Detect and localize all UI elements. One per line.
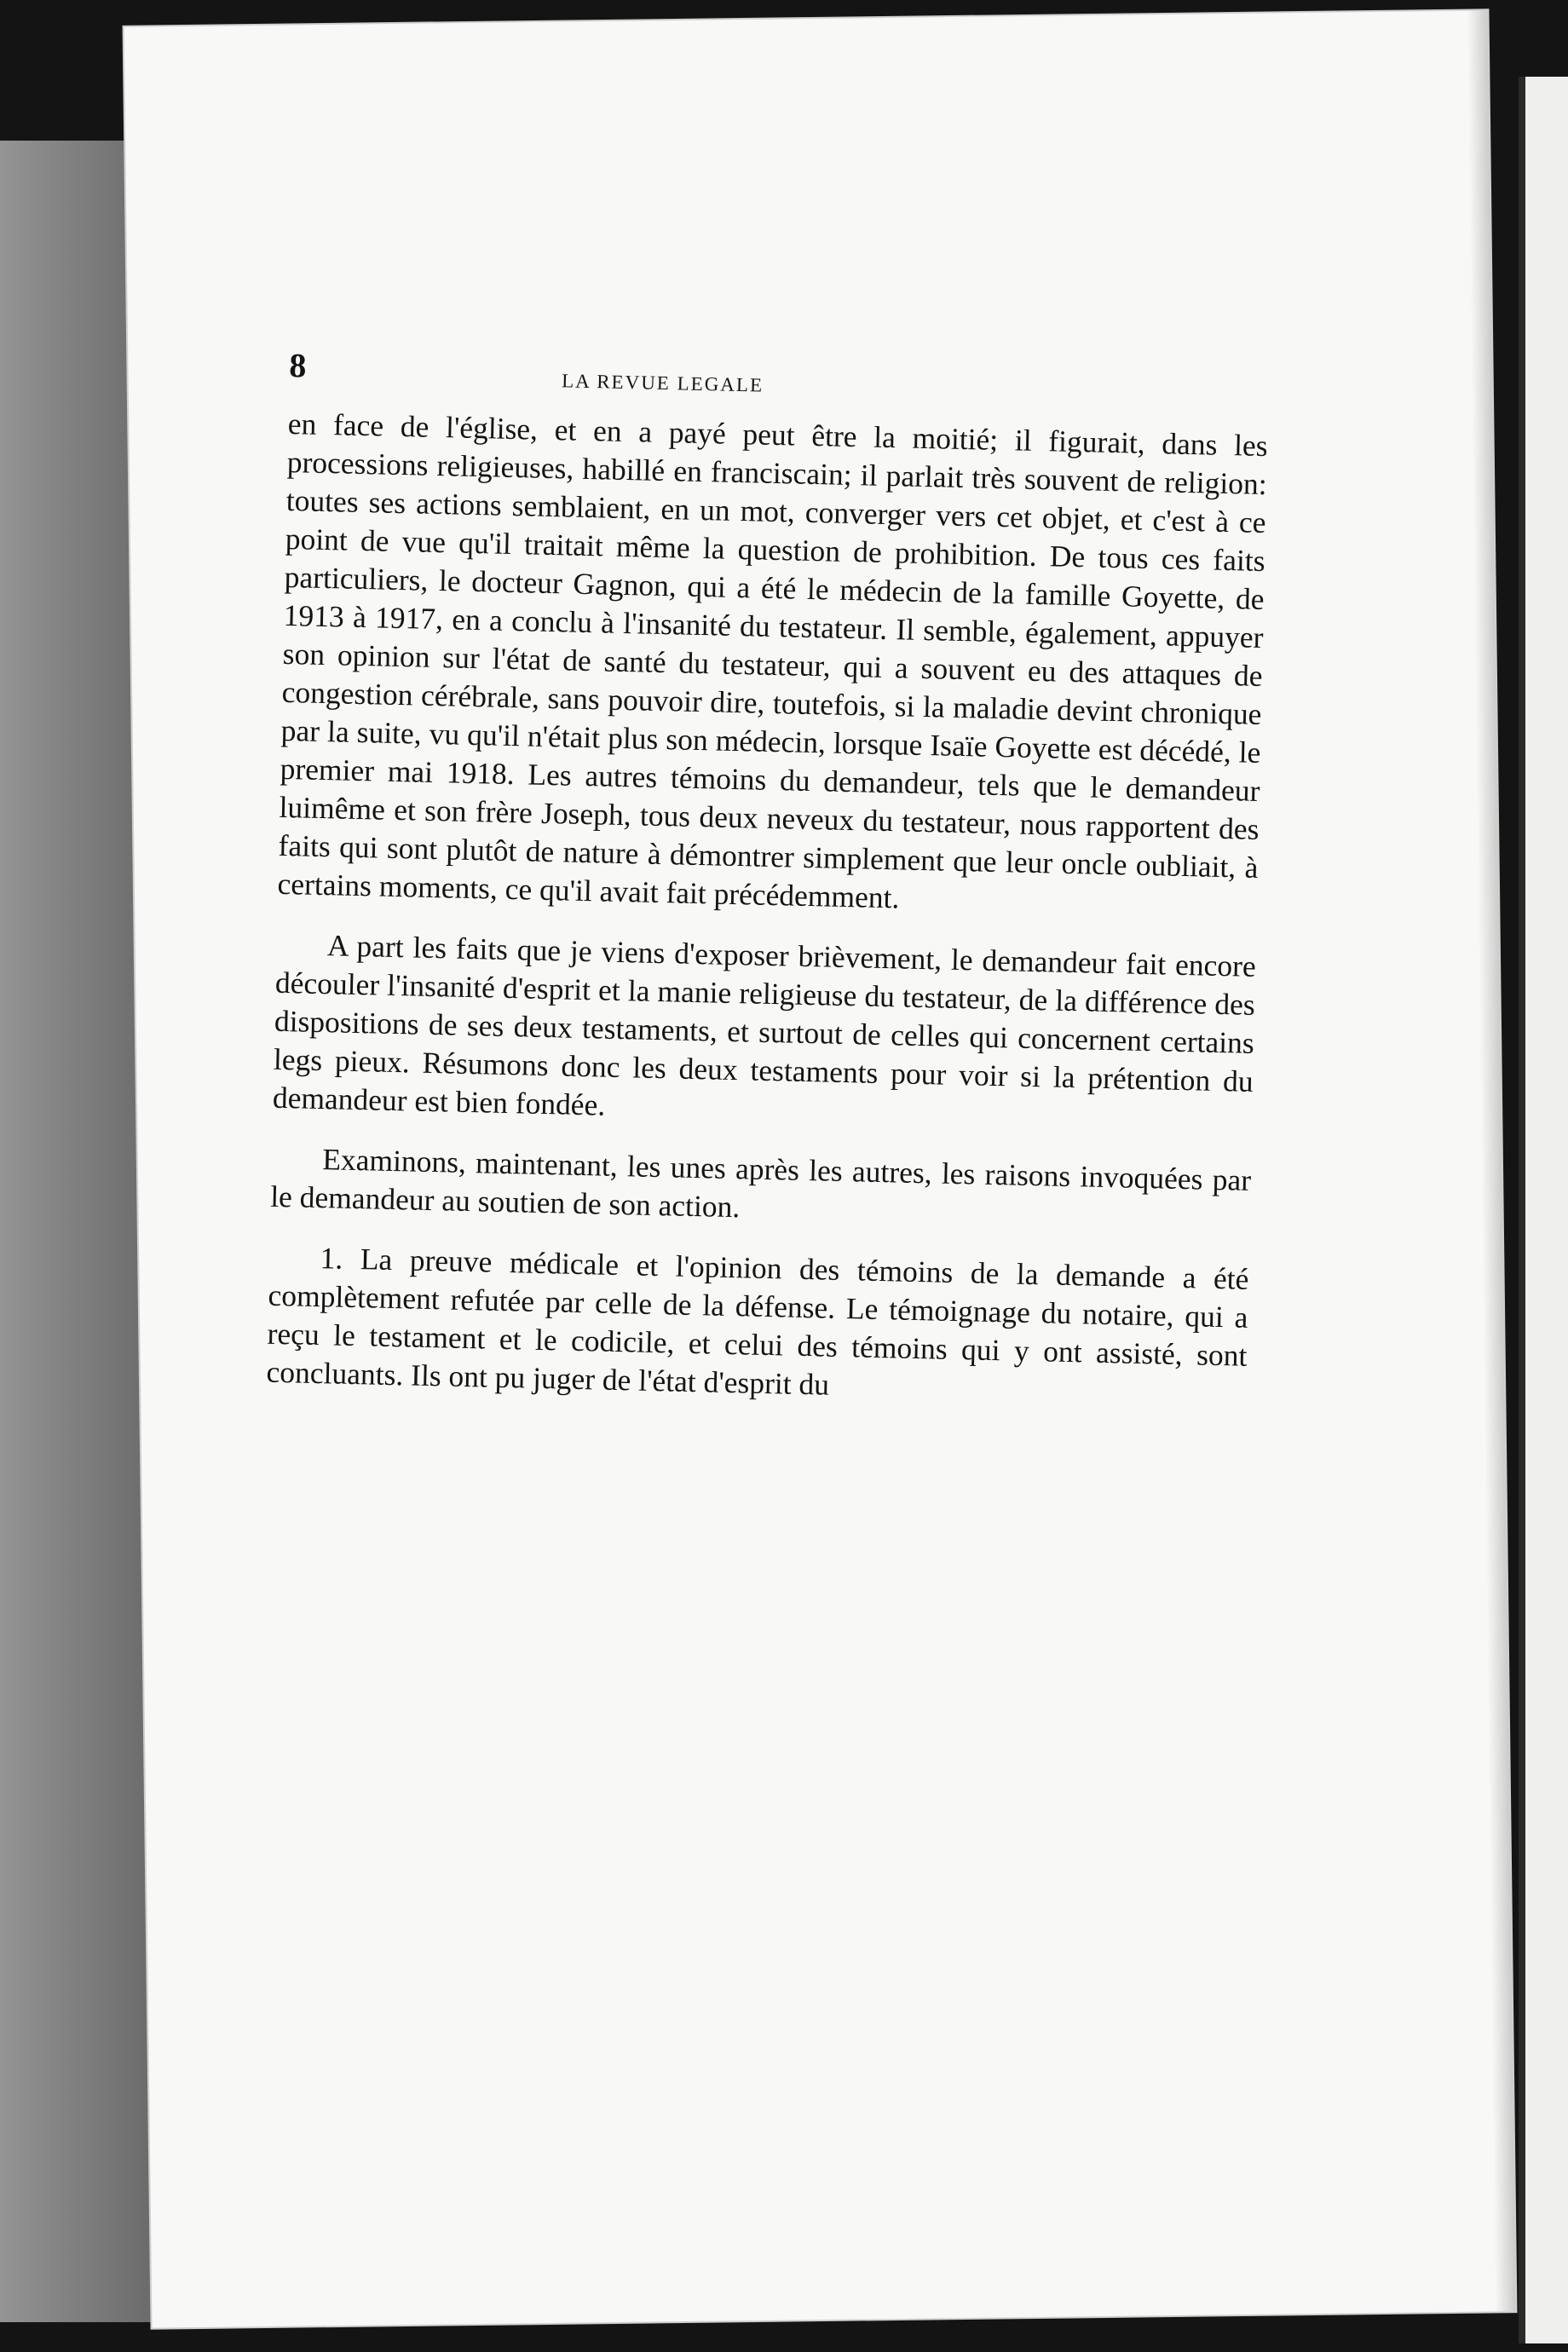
page-text-block bbox=[266, 345, 1270, 1436]
adjacent-page bbox=[1525, 77, 1568, 2343]
paragraph-continuation: en face de l'église, et en a payé peut être la moitié; il figurait, dans les processions religieuses, habillé en franciscain; il parlait très souvent de religion: toutes ses actions semblaient, en un mot, converger vers cet objet, et c'est à ce point de vue qu'il traitait même la question de prohibition. De tous ces faits particuliers, le docteur Gagnon, qui a été le médecin de la famille Goyette, de 1913 à 1917, en a conclu à l'insanité du testateur. Il semble, également, appuyer son opinion sur l'état de santé du testateur, qui a souvent eu des attaques de congestion cérébrale, sans pouvoir dire, toutefois, si la maladie devint chronique par la suite, vu qu'il n'était plus son médecin, lorsque Isaïe Goyette est décédé, le premier mai 1918. Les autres témoins du demandeur, tels que le demandeur luimême et son frère Joseph, tous deux neveux du testateur, nous rapportent des faits qui sont plutôt de nature à démontrer simplement que leur oncle oubliait, à certains moments, ce qu'il avait fait précédemment. bbox=[277, 406, 1269, 915]
paragraph-examinons: Examinons, maintenant, les unes après les autres, les raisons invoquées par le demandeur au soutien de son action. bbox=[269, 1142, 1252, 1225]
adjacent-page-edge bbox=[1519, 77, 1525, 2343]
paragraph-point-1: 1. La preuve médicale et l'opinion des témoins de la demande a été complètement refutée par celle de la défense. Le témoignage du notaire, qui a reçu le testament et le codicile, et celui des témoins qui y ont assisté, sont concluants. Ils ont pu juger de l'état d'esprit du bbox=[266, 1241, 1249, 1402]
journal-title: LA REVUE LEGALE bbox=[561, 370, 764, 396]
page-fold-shadow bbox=[1467, 10, 1515, 2311]
page-number: 8 bbox=[288, 345, 307, 385]
paragraph-testaments: A part les faits que je viens d'exposer brièvement, le demandeur fait encore découler l'insanité d'esprit et la manie religieuse du testateur, de la différence des dispositions de ses deux testaments, et surtout de celles qui concernent certains legs pieux. Résumons donc les deux testaments pour voir si la prétention du demandeur est bien fondée. bbox=[272, 928, 1257, 1122]
